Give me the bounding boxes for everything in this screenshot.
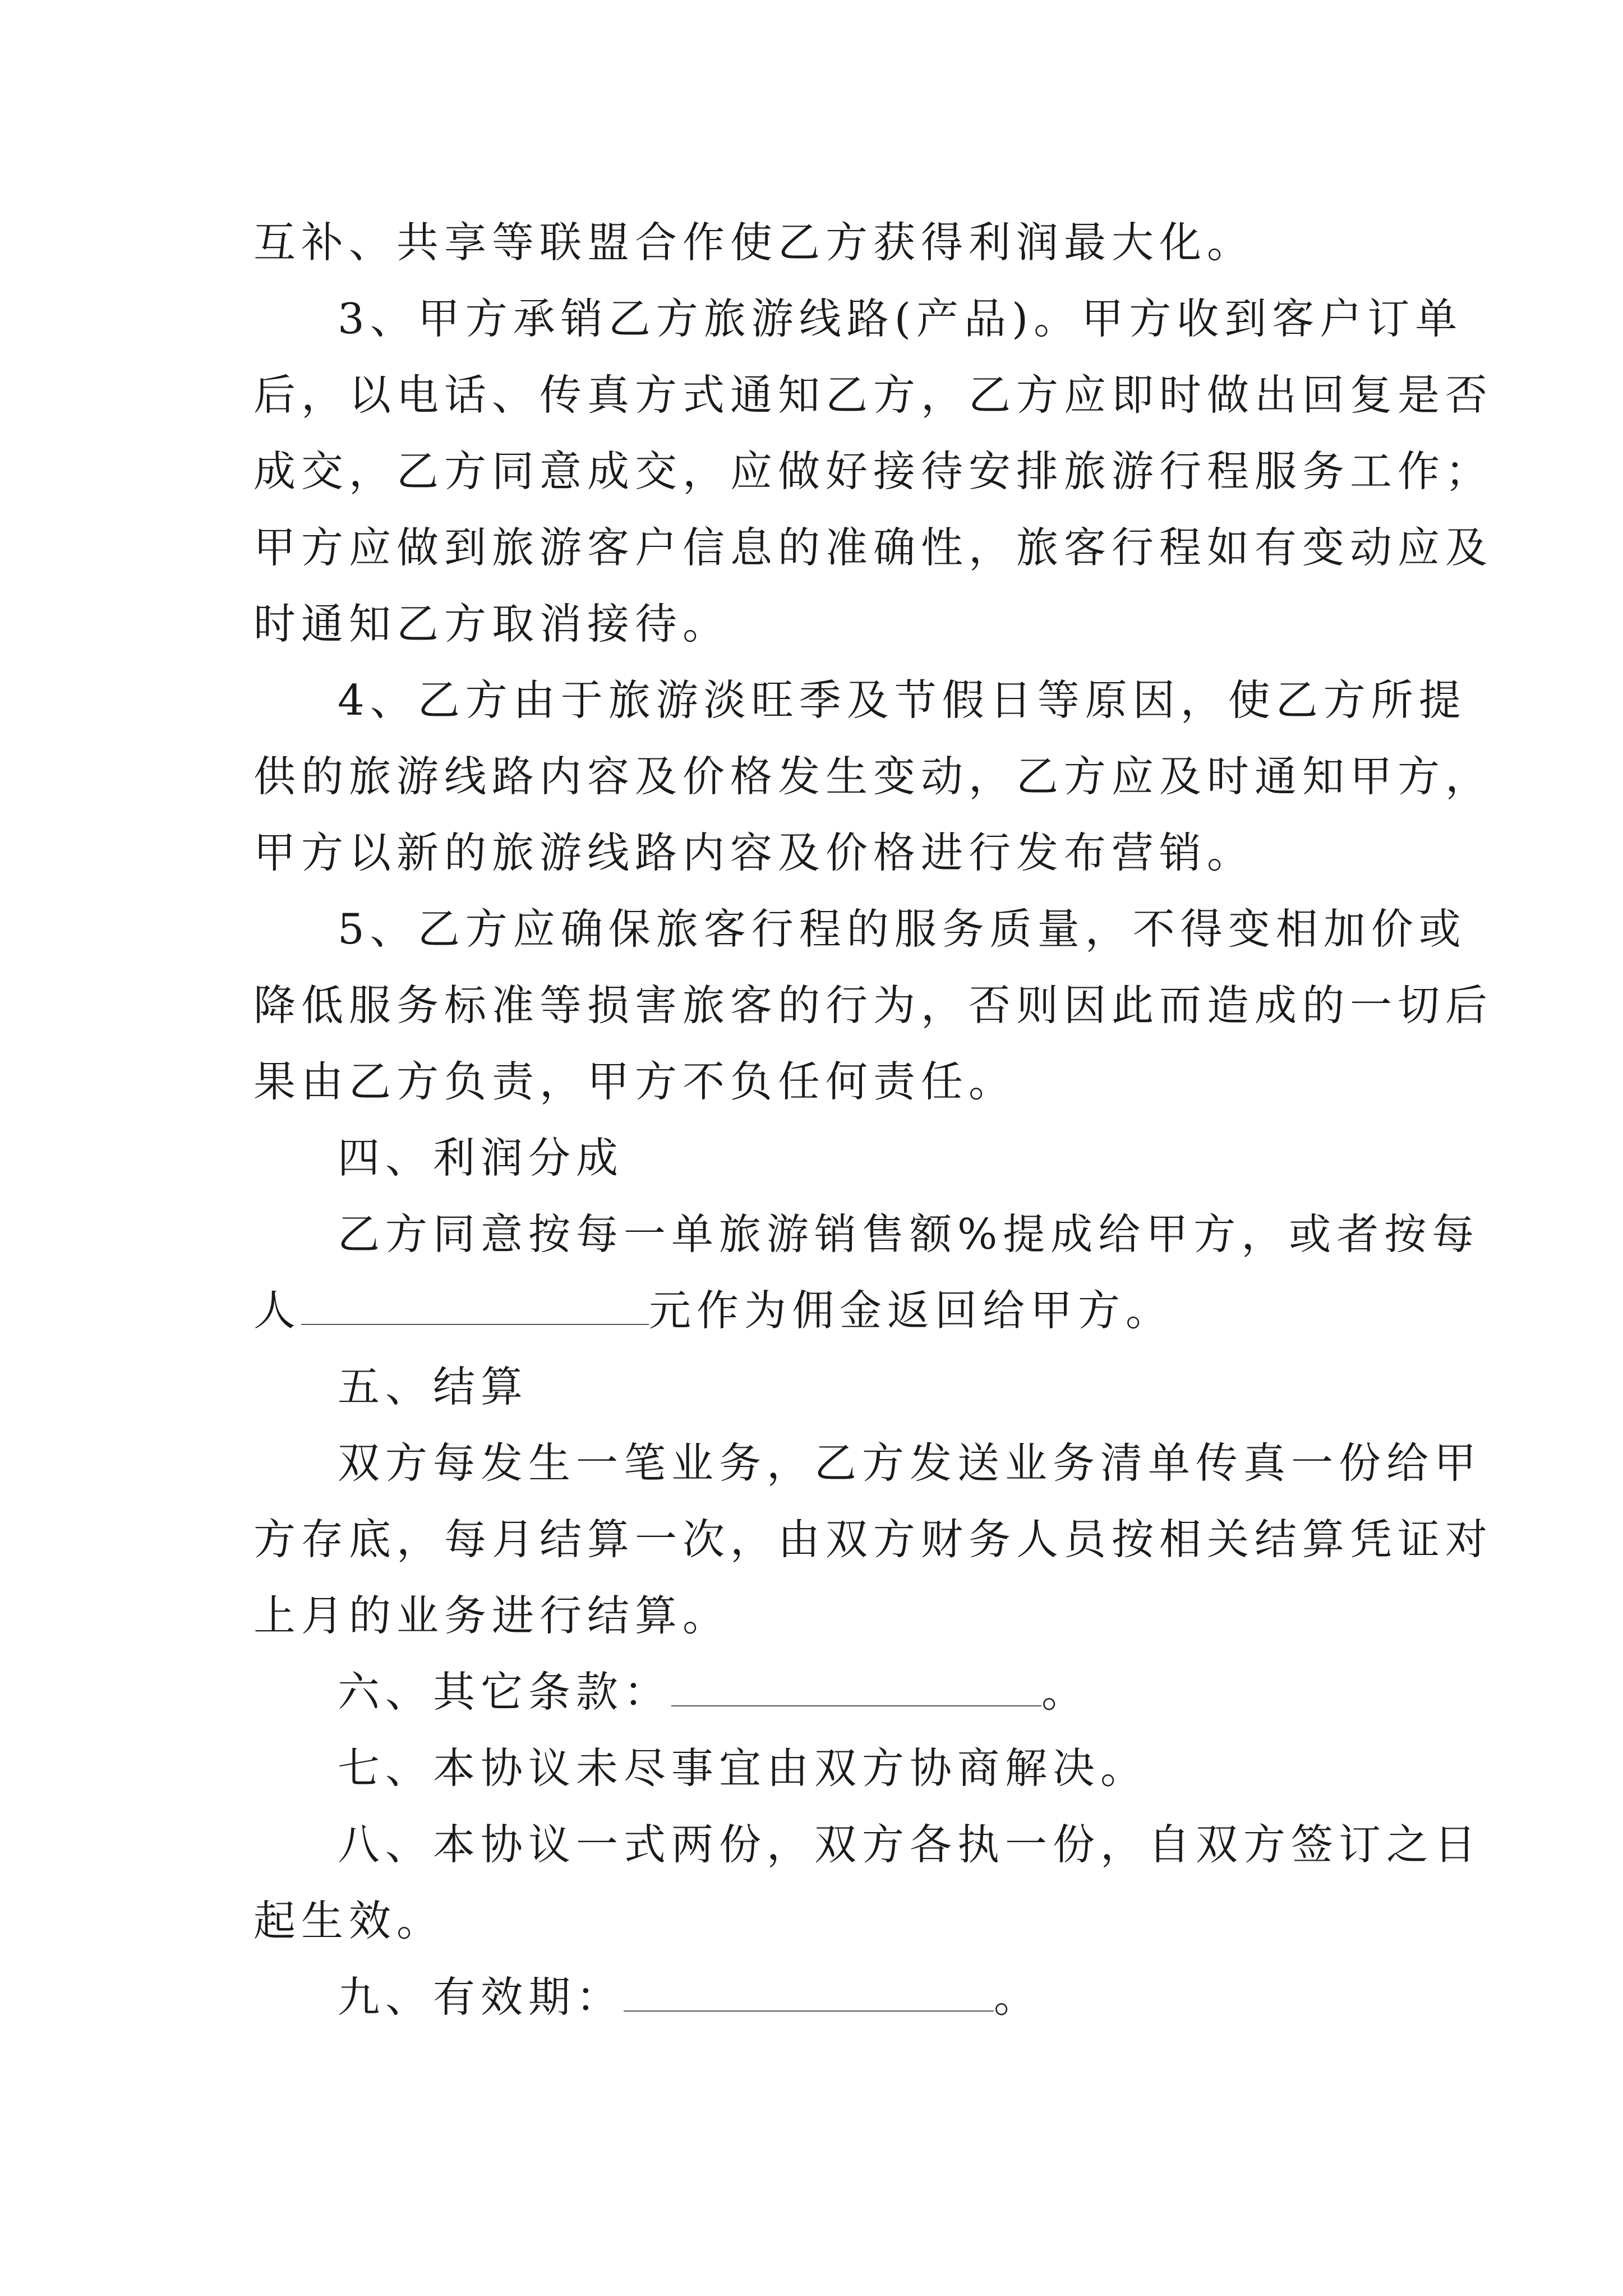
paragraph-line: 互补、共享等联盟合作使乙方获得利润最大化。 [253,218,1255,267]
paragraph-line: 甲方以新的旅游线路内容及价格进行发布营销。 [253,828,1255,877]
paragraph-line: 成交，乙方同意成交，应做好接待安排旅游行程服务工作； [253,447,1493,496]
paragraph-line: 方存底，每月结算一次，由双方财务人员按相关结算凭证对 [253,1515,1493,1564]
paragraph-line: 时通知乙方取消接待。 [253,599,731,648]
validity-blank [624,1975,994,2012]
paragraph-line: 果由乙方负责，甲方不负任何责任。 [253,1057,1017,1106]
settlement-line: 双方每发生一笔业务，乙方发送业务清单传真一份给甲 [338,1438,1482,1488]
clause-4-line: 4、乙方由于旅游淡旺季及节假日等原因，使乙方所提 [338,675,1467,725]
other-terms-blank [671,1669,1041,1706]
other-terms-label: 六、其它条款： [338,1667,672,1717]
paragraph-line: 降低服务标准等损害旅客的行为，否则因此而造成的一切后 [253,981,1493,1030]
clause-5-line: 5、乙方应确保旅客行程的服务质量，不得变相加价或 [338,904,1467,954]
clause-7-line: 七、本协议未尽事宜由双方协商解决。 [338,1743,1149,1793]
validity-line [253,1963,1487,2031]
line-end-text: 。 [1041,1667,1090,1717]
other-terms-line [253,1658,1487,1726]
section-heading-settlement: 五、结算 [338,1362,529,1411]
amount-blank [301,1288,649,1325]
paragraph-line: 起生效。 [253,1896,445,1945]
profit-share-amount-line [253,1277,1403,1344]
paragraph-line: 后，以电话、传真方式通知乙方，乙方应即时做出回复是否 [253,370,1493,420]
validity-label: 九、有效期： [338,1972,624,2022]
paragraph-line: 供的旅游线路内容及价格发生变动，乙方应及时通知甲方， [253,752,1493,801]
clause-3-line: 3、甲方承销乙方旅游线路(产品)。甲方收到客户订单 [338,294,1463,343]
line-end-text: 。 [994,1972,1042,2022]
line-end-text: 元作为佣金返回给甲方。 [649,1286,1174,1335]
line-start-text: 人 [253,1286,302,1335]
section-heading-profit-share: 四、利润分成 [338,1133,624,1182]
paragraph-line: 甲方应做到旅游客户信息的准确性，旅客行程如有变动应及 [253,523,1493,572]
paragraph-line: 上月的业务进行结算。 [253,1591,731,1640]
clause-8-line: 八、本协议一式两份，双方各执一份，自双方签订之日 [338,1820,1482,1869]
profit-share-line: 乙方同意按每一单旅游销售额%提成给甲方，或者按每 [338,1209,1480,1259]
